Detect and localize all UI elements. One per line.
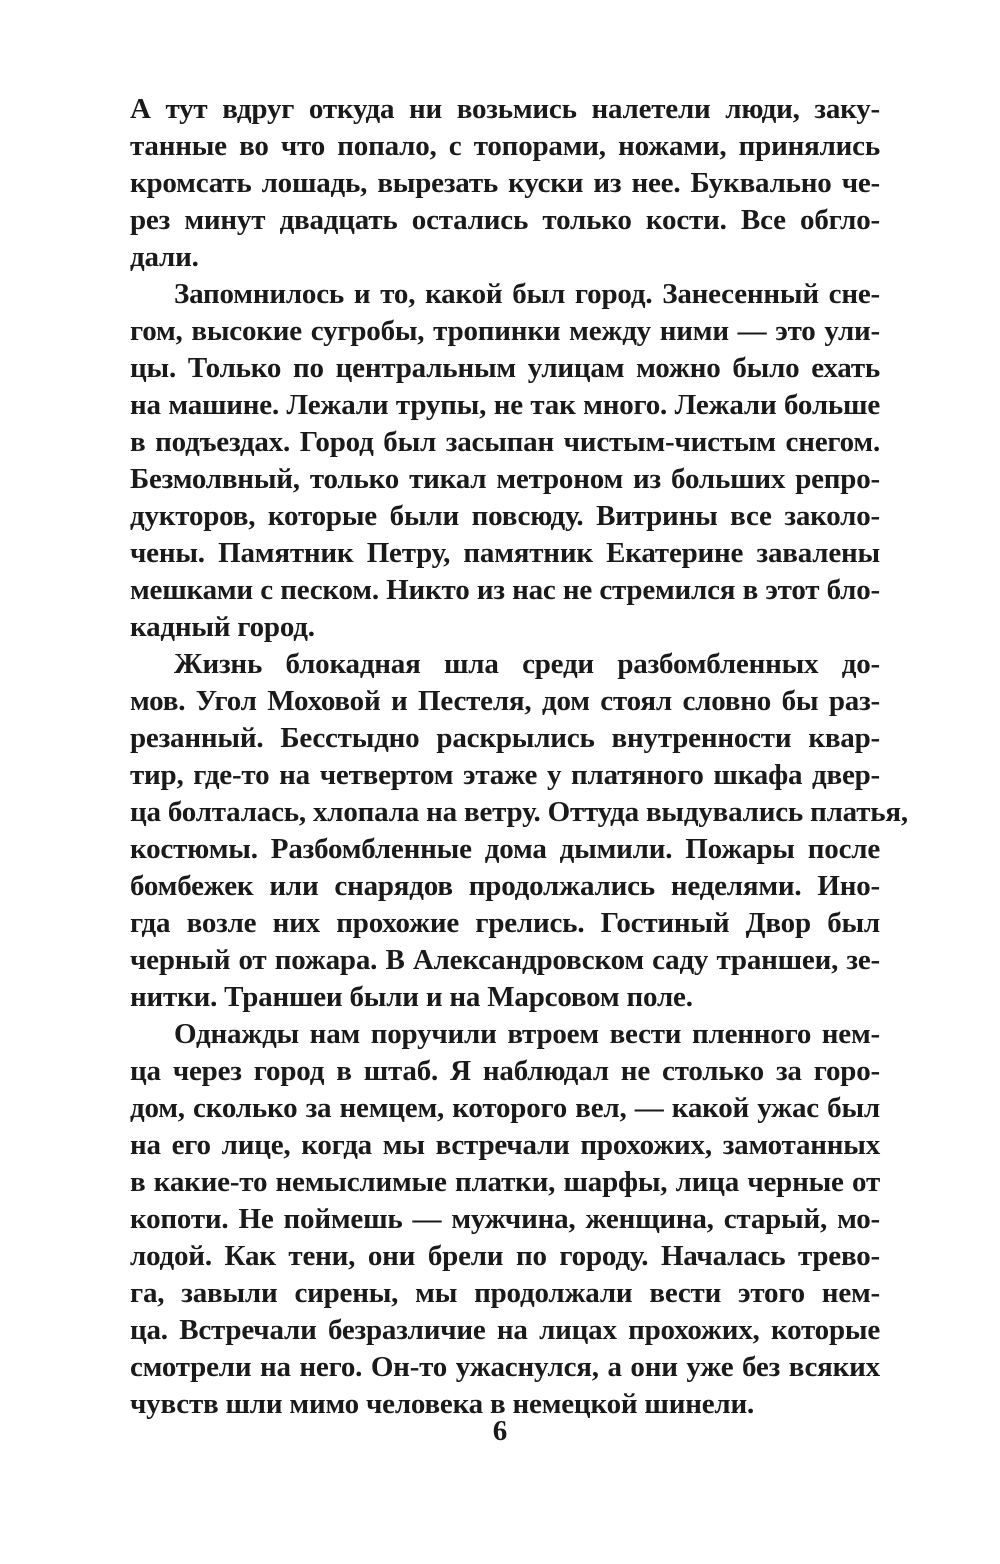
text-line: лодой. Как тени, они брели по городу. Началась трево- [130,1240,880,1272]
text-line: А тут вдруг откуда ни возьмись налетели люди, заку- [130,93,880,125]
text-line: Жизнь блокадная шла среди разбомбленных до- [174,648,880,680]
text-line: дом, сколько за немцем, которого вел, — какой ужас был [130,1092,880,1124]
body-text [130,91,908,1423]
text-line: ца болталась, хлопала на ветру. Оттуда выдувались платья, [130,796,908,828]
text-line: дукторов, которые были повсюду. Витрины все заколо- [130,500,880,532]
text-line: га, завыли сирены, мы продолжали вести этого нем- [130,1277,880,1309]
text-line: танные во что попало, с топорами, ножами, принялись [130,130,880,162]
text-line: чувств шли мимо человека в немецкой шинели. [130,1388,755,1420]
text-line: на его лице, когда мы встречали прохожих, замотанных [130,1129,880,1161]
text-line: Однажды нам поручили втроем вести пленного нем- [174,1018,880,1050]
text-line: гда возле них прохожие грелись. Гостиный Двор был [130,907,880,939]
text-line: чены. Памятник Петру, памятник Екатерине завалены [130,537,880,569]
text-line: бомбежек или снарядов продолжались неделями. Ино- [130,870,880,902]
text-line: Безмолвный, только тикал метроном из больших репро- [130,463,880,495]
text-line: кромсать лошадь, вырезать куски из нее. Буквально че- [130,167,880,199]
text-line: смотрели на него. Он-то ужаснулся, а они уже без всяких [130,1351,880,1383]
text-line: ца через город в штаб. Я наблюдал не столько за горо- [130,1055,880,1087]
text-line: мешками с песком. Никто из нас не стремился в этот бло- [130,574,880,606]
page-number: 6 [492,1415,508,1447]
text-line: Запомнилось и то, какой был город. Занесенный сне- [174,278,880,310]
text-line: ца. Встречали безразличие на лицах прохожих, которые [130,1314,880,1346]
text-line: гом, высокие сугробы, тропинки между ними — это ули- [130,315,880,347]
text-line: в какие-то немыслимые платки, шарфы, лица черные от [130,1166,880,1198]
text-line: дали. [130,241,199,273]
text-line: нитки. Траншеи были и на Марсовом поле. [130,981,693,1013]
text-line: цы. Только по центральным улицам можно было ехать [130,352,880,384]
text-line: рез минут двадцать остались только кости. Все обгло- [130,204,880,236]
text-line: черный от пожара. В Александровском саду траншеи, зе- [130,944,880,976]
text-line: резанный. Бесстыдно раскрылись внутренности квар- [130,722,880,754]
text-line: кадный город. [130,611,315,643]
text-line: мов. Угол Моховой и Пестеля, дом стоял словно бы раз- [130,685,880,717]
text-line: на машине. Лежали трупы, не так много. Лежали больше [130,389,880,421]
text-line: в подъездах. Город был засыпан чистым-чистым снегом. [130,426,880,458]
text-line: тир, где-то на четвертом этаже у платяного шкафа двер- [130,759,880,791]
text-line: копоти. Не поймешь — мужчина, женщина, старый, мо- [130,1203,880,1235]
text-line: костюмы. Разбомбленные дома дымили. Пожары после [130,833,880,865]
